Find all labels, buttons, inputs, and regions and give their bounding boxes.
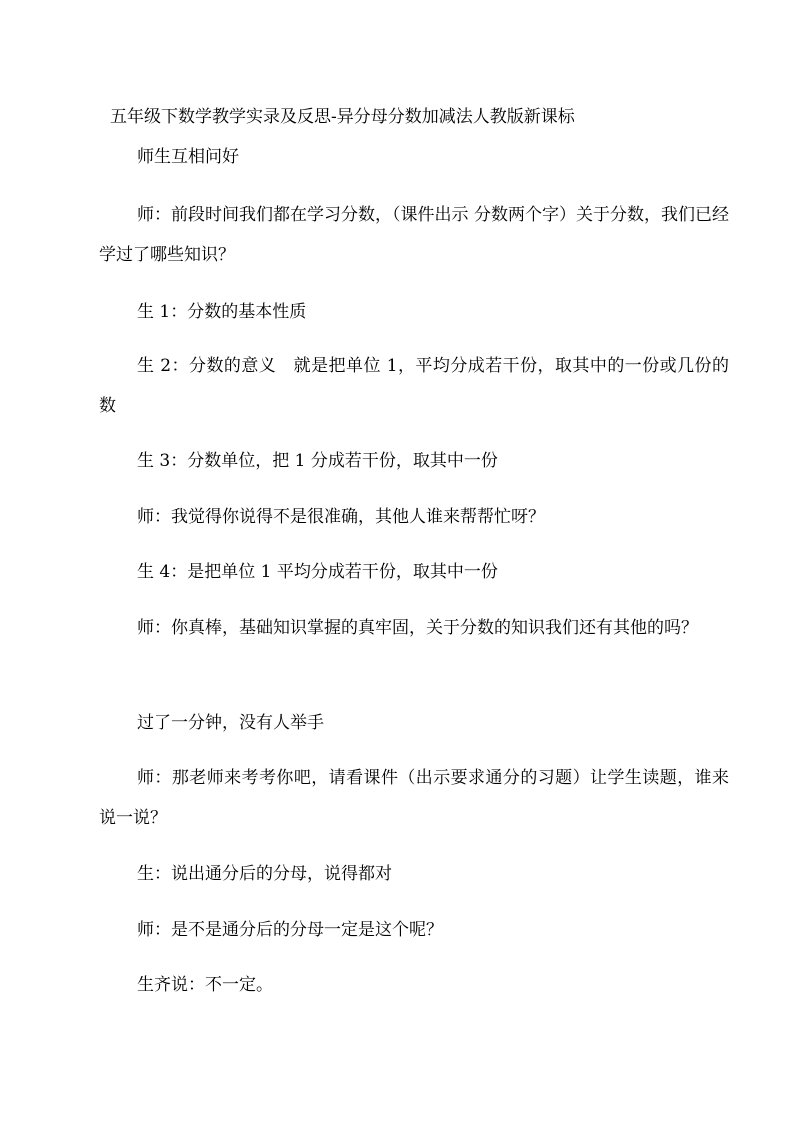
paragraph-teacher-followup: 师：是不是通分后的分母一定是这个呢？ — [137, 920, 443, 940]
paragraph-student-2: 生 2：分数的意义 就是把单位 1，平均分成若干份，取其中的一份或几份的数 — [99, 356, 729, 416]
paragraph-student-answer: 生：说出通分后的分母，说得都对 — [137, 864, 392, 884]
document-title: 五年级下数学教学实录及反思-异分母分数加减法人教版新课标 — [110, 107, 575, 127]
paragraph-greeting: 师生互相问好 — [137, 147, 239, 167]
paragraph-students-reply: 生齐说：不一定。 — [137, 975, 273, 995]
paragraph-student-3: 生 3：分数单位，把 1 分成若干份，取其中一份 — [137, 451, 498, 471]
paragraph-teacher-question-1: 师：前段时间我们都在学习分数，（课件出示 分数两个字）关于分数，我们已经学过了哪些知识？ — [99, 205, 729, 265]
paragraph-student-4: 生 4：是把单位 1 平均分成若干份，取其中一份 — [137, 562, 498, 582]
paragraph-student-1: 生 1：分数的基本性质 — [137, 302, 307, 322]
paragraph-teacher-praise: 师：你真棒，基础知识掌握的真牢固，关于分数的知识我们还有其他的吗？ — [137, 618, 698, 638]
paragraph-teacher-exercise: 师：那老师来考考你吧，请看课件（出示要求通分的习题）让学生读题，谁来说一说？ — [99, 768, 729, 828]
paragraph-silence: 过了一分钟，没有人举手 — [137, 713, 324, 733]
paragraph-teacher-comment: 师：我觉得你说得不是很准确，其他人谁来帮帮忙呀？ — [137, 507, 545, 527]
